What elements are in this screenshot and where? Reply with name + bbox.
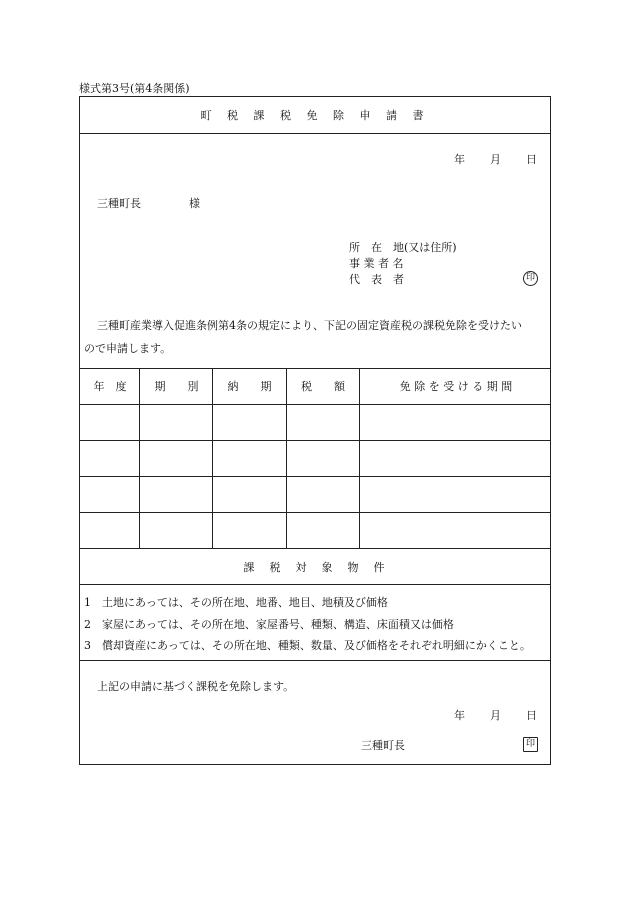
approval-mayor: 三種町長 — [361, 739, 405, 752]
request-text-line1: 三種町産業導入促進条例第4条の規定により、下記の固定資産税の課税免除を受けたい — [97, 319, 522, 332]
applicant-address-label: 所 在 地(又は住所) — [349, 241, 457, 254]
table-header-divider — [80, 404, 550, 405]
applicant-seal-icon: 印 — [523, 271, 538, 286]
date-month: 月 — [490, 153, 501, 166]
table-row — [80, 548, 550, 549]
divider — [80, 133, 550, 134]
date-year: 年 — [454, 153, 465, 166]
mayor-seal-icon: 印 — [523, 737, 538, 752]
col-header-tax-amount: 税 額 — [301, 380, 345, 393]
form-number: 様式第3号(第4条関係) — [79, 82, 190, 95]
request-text-line2: ので申請します。 — [84, 342, 172, 355]
addressee-honorific: 様 — [189, 197, 200, 210]
table-row — [80, 440, 550, 441]
approval-text: 上記の申請に基づく課税を免除します。 — [97, 680, 295, 693]
table-column-line — [139, 368, 140, 548]
table-column-line — [359, 368, 360, 548]
addressee-name: 三種町長 — [97, 197, 141, 210]
table-column-line — [212, 368, 213, 548]
property-section-title: 課 税 対 象 物 件 — [243, 561, 387, 574]
approval-day: 日 — [526, 709, 537, 722]
col-header-exemption-period: 免 除 を 受 け る 期 間 — [399, 380, 513, 393]
property-item: 2 家屋にあっては、その所在地、家屋番号、種類、構造、床面積又は価格 — [84, 618, 454, 631]
table-row — [80, 512, 550, 513]
date-day: 日 — [526, 153, 537, 166]
applicant-representative-label: 代 表 者 — [349, 273, 404, 286]
form-title: 町 税 課 税 免 除 申 請 書 — [200, 109, 430, 122]
property-item: 1 土地にあっては、その所在地、地番、地目、地積及び価格 — [84, 596, 388, 609]
property-item: 3 償却資産にあっては、その所在地、種類、数量、及び価格をそれぞれ明細にかくこと。 — [84, 639, 531, 652]
table-row — [80, 476, 550, 477]
col-header-fiscal-year: 年 度 — [93, 380, 127, 393]
table-column-line — [286, 368, 287, 548]
col-header-period: 期 別 — [154, 380, 199, 393]
application-form — [79, 96, 551, 765]
applicant-business-label: 事 業 者 名 — [349, 257, 404, 270]
divider — [80, 660, 550, 661]
col-header-due-date: 納 期 — [227, 380, 272, 393]
divider — [80, 584, 550, 585]
approval-year: 年 — [454, 709, 465, 722]
approval-month: 月 — [490, 709, 501, 722]
